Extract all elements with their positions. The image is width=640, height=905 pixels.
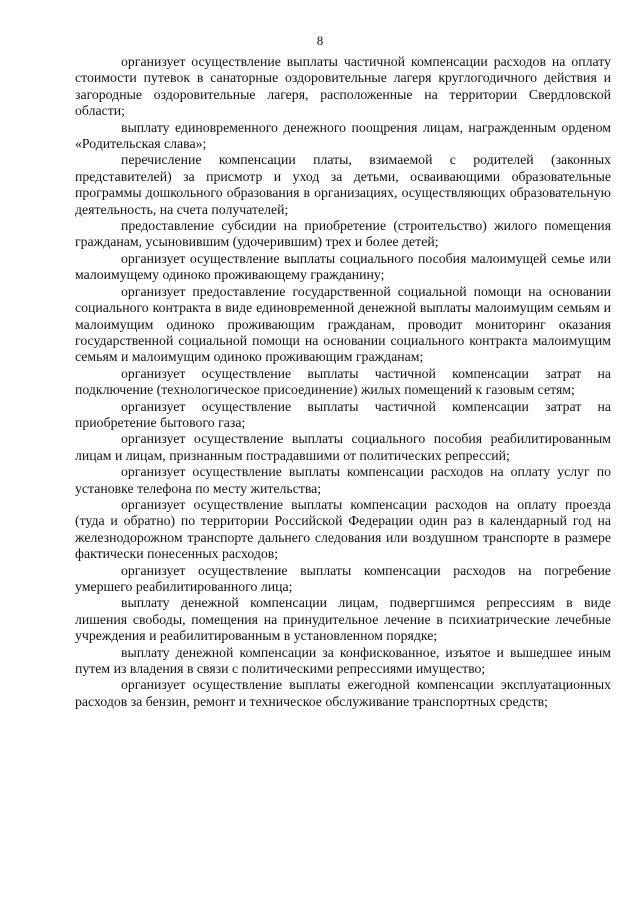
paragraph: организует осуществление выплаты компенсации расходов на погребение умершего реабилитированного лица;: [75, 562, 611, 594]
paragraph: организует осуществление выплаты компенсации расходов на оплату проезда (туда и обратно) по территории Российской Федерации один раз в календарный год на железнодорожном транспорте дальнего следования или воздушном транспорте в размере фактически понесенных расходов;: [75, 496, 611, 562]
page-number: 8: [316, 33, 324, 48]
document-body: [75, 54, 611, 710]
paragraph: организует осуществление выплаты частичной компенсации затрат на подключение (технологическое присоединение) жилых помещений к газовым сетям;: [75, 365, 611, 398]
paragraph: перечисление компенсации платы, взимаемой с родителей (законных представителей) за присмотр и уход за детьми, осваивающими образовательные программы дошкольного образования в организациях, осуществляющих образовательную деятельность, на счета получателей;: [75, 152, 611, 217]
paragraph: организует осуществление выплаты социального пособия малоимущей семье или малоимущему одиноко проживающему гражданину;: [75, 250, 611, 283]
paragraph: организует осуществление выплаты частичной компенсации затрат на приобретение бытового газа;: [75, 398, 611, 430]
paragraph: предоставление субсидии на приобретение (строительство) жилого помещения гражданам, усыновившим (удочерившим) трех и более детей;: [75, 218, 611, 250]
paragraph: выплату денежной компенсации лицам, подвергшимся репрессиям в виде лишения свободы, помещения на принудительное лечение в психиатрические лечебные учреждения и реабилитированным в установленном порядке;: [75, 595, 611, 644]
paragraph: организует осуществление выплаты ежегодной компенсации эксплуатационных расходов за бензин, ремонт и техническое обслуживание транспортных средств;: [75, 677, 611, 709]
paragraph: организует осуществление выплаты частичной компенсации расходов на оплату стоимости путевок в санаторные оздоровительные лагеря круглогодичного действия и загородные оздоровительные лагеря, расположенные на территории Свердловской области;: [75, 54, 611, 119]
paragraph: выплату денежной компенсации за конфискованное, изъятое и вышедшее иным путем из владения в связи с политическими репрессиями имущество;: [75, 644, 611, 677]
paragraph: выплату единовременного денежного поощрения лицам, награжденным орденом «Родительская слава»;: [75, 119, 611, 152]
paragraph: организует осуществление выплаты социального пособия реабилитированным лицам и лицам, признанным пострадавшими от политических репрессий;: [75, 431, 611, 463]
paragraph: организует предоставление государственной социальной помощи на основании социального контракта в виде единовременной денежной выплаты малоимущим семьям и малоимущим одиноко проживающим гражданам, проводит мониторинг оказания государственной социальной помощи на основании социального контракта малоимущим семьям и малоимущим одиноко проживающим гражданам;: [75, 283, 611, 365]
paragraph: организует осуществление выплаты компенсации расходов на оплату услуг по установке телефона по месту жительства;: [75, 464, 611, 496]
